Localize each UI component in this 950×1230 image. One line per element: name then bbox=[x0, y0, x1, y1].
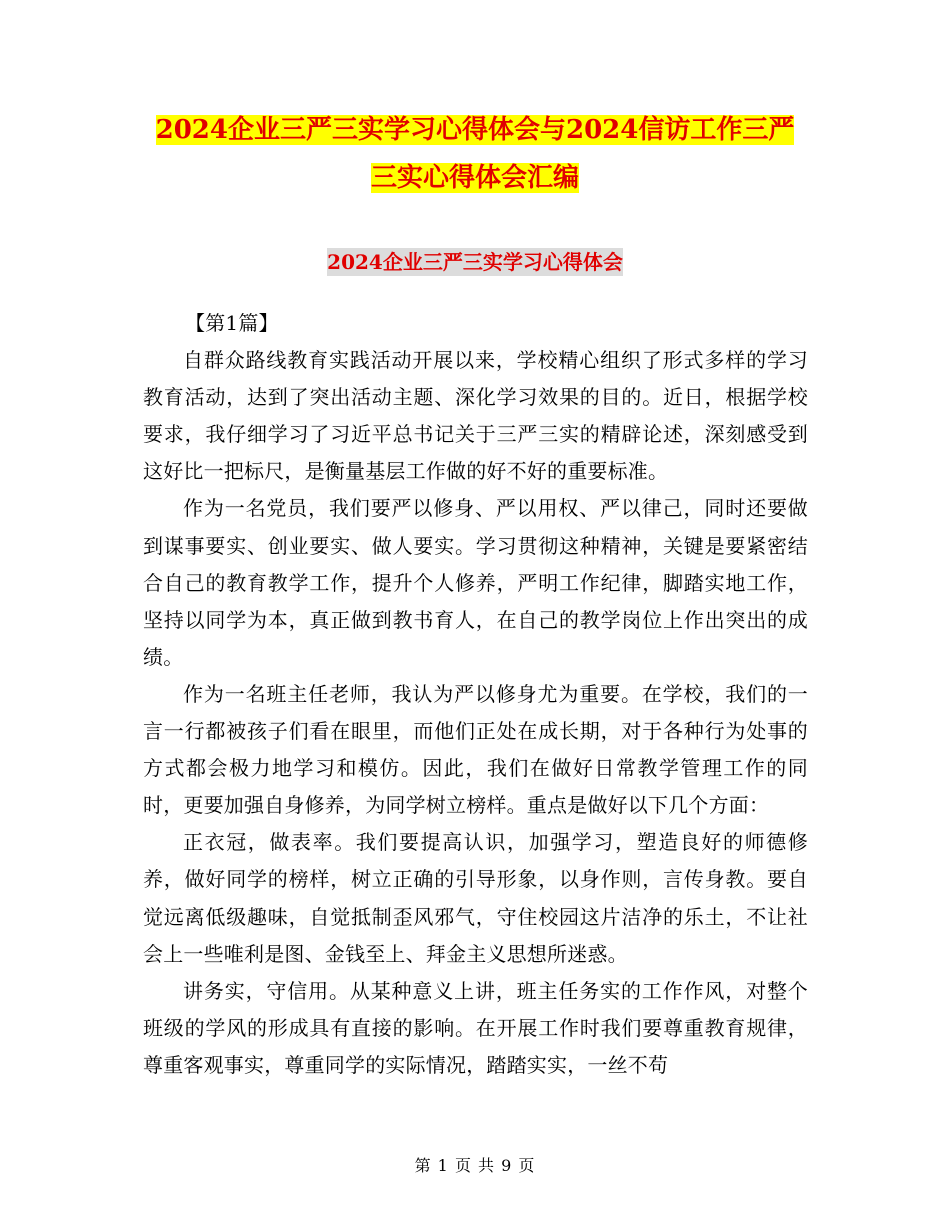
document-body bbox=[143, 305, 808, 1084]
section-title bbox=[120, 240, 830, 284]
main-title-line2-text: 三实心得体会汇编 bbox=[370, 163, 579, 193]
page-footer: 第 1 页 共 9 页 bbox=[414, 1156, 536, 1175]
paragraph: 正衣冠，做表率。我们要提高认识，加强学习，塑造良好的师德修养，做好同学的榜样，树立正确的引导形象，以身作则，言传身教。要自觉远离低级趣味，自觉抵制歪风邪气，守住校园这片洁净的乐土，不让社会上一些唯利是图、金钱至上、拜金主义思想所迷惑。 bbox=[143, 830, 808, 966]
paragraph: 讲务实，守信用。从某种意义上讲，班主任务实的工作作风，对整个班级的学风的形成具有直接的影响。在开展工作时我们要尊重教育规律，尊重客观事实，尊重同学的实际情况，踏踏实实，一丝不苟 bbox=[143, 978, 808, 1077]
paragraph: 作为一名党员，我们要严以修身、严以用权、严以律己，同时还要做到谋事要实、创业要实、做人要实。学习贯彻这种精神，关键是要紧密结合自己的教育教学工作，提升个人修养，严明工作纪律，脚踏实地工作，坚持以同学为本，真正做到教书育人，在自己的教学岗位上作出突出的成绩。 bbox=[143, 496, 808, 669]
main-title-line1 bbox=[120, 104, 830, 156]
main-title-line1-text: 2024企业三严三实学习心得体会与2024信访工作三严 bbox=[155, 115, 795, 145]
article-label: 【第1篇】 bbox=[185, 311, 279, 335]
section-title-text: 2024企业三严三实学习心得体会 bbox=[327, 250, 623, 274]
main-title-line2 bbox=[120, 152, 830, 204]
paragraph: 自群众路线教育实践活动开展以来，学校精心组织了形式多样的学习教育活动，达到了突出活动主题、深化学习效果的目的。近日，根据学校要求，我仔细学习了习近平总书记关于三严三实的精辟论述，深刻感受到这好比一把标尺，是衡量基层工作做的好不好的重要标准。 bbox=[143, 348, 808, 484]
paragraph: 作为一名班主任老师，我认为严以修身尤为重要。在学校，我们的一言一行都被孩子们看在眼里，而他们正处在成长期，对于各种行为处事的方式都会极力地学习和模仿。因此，我们在做好日常教学管理工作的同时，更要加强自身修养，为同学树立榜样。重点是做好以下几个方面： bbox=[143, 681, 808, 818]
